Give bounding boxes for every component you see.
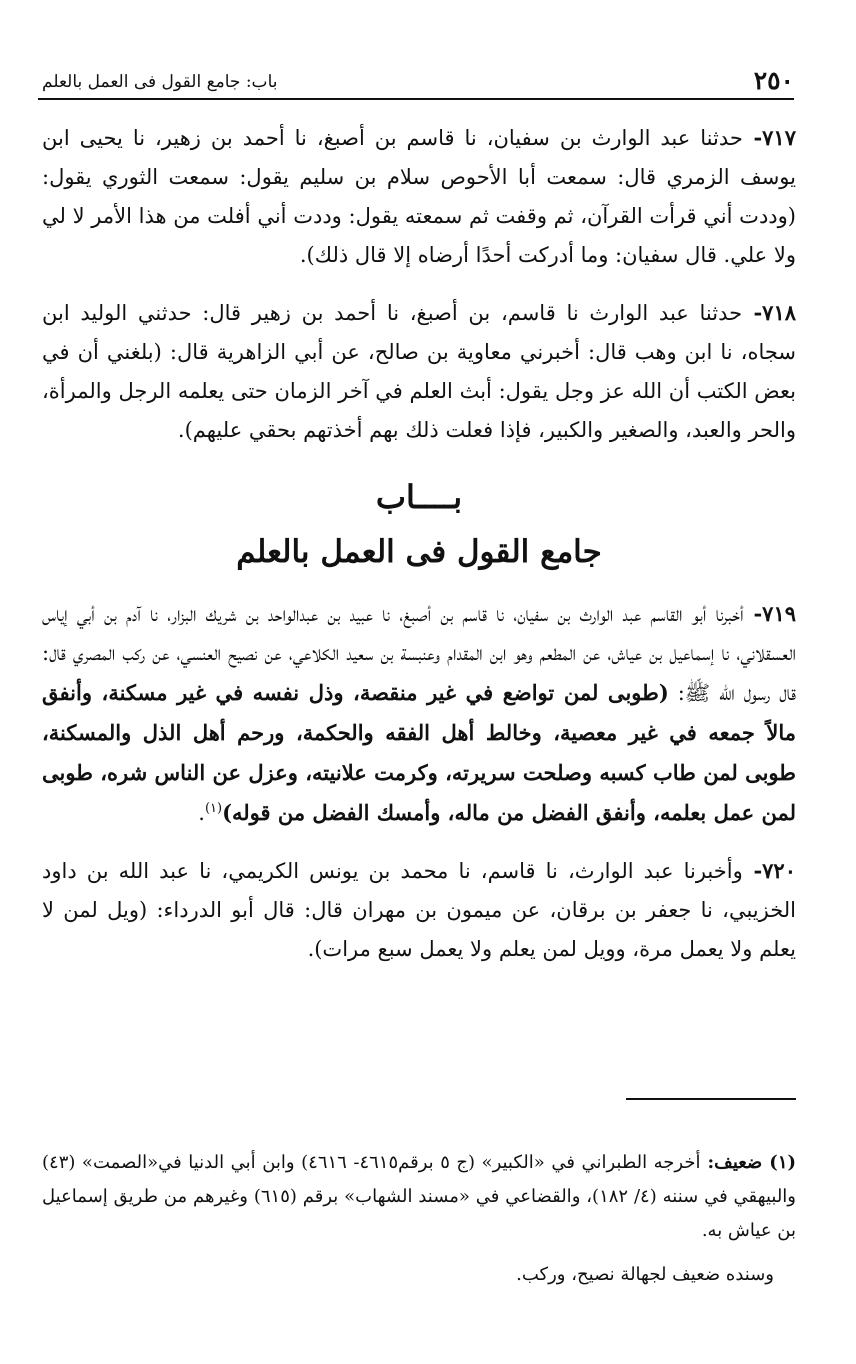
footnote-text: أخرجه الطبراني في «الكبير» (ج ٥ برقم٤٦١٥- ٤٦١٦) وابن أبي الدنيا في«الصمت» (٤٣) والبيهقي في سننه (٤/ ١٨٢)، والقضاعي في «مسند الشهاب» برقم (٦١٥) وغيرهم من طريق إسماعيل بن عياش به. bbox=[42, 1152, 797, 1241]
main-text bbox=[42, 118, 796, 987]
footnote-divider bbox=[626, 1098, 796, 1100]
hadith-number: ٧١٨- bbox=[742, 300, 797, 325]
footnote-1-note: وسنده ضعيف لجهالة نصيح، وركب. bbox=[516, 1264, 774, 1285]
hadith-number: ٧١٧- bbox=[742, 125, 796, 150]
section-title: جامع القول فى العمل بالعلم bbox=[236, 534, 602, 570]
paragraph-720 bbox=[42, 851, 796, 969]
paragraph-717 bbox=[42, 118, 796, 275]
paragraph-text: حدثنا عبد الوارث بن سفيان، نا قاسم بن أصبغ، نا أحمد بن زهير، نا يحيى ابن يوسف الزمري قال: سمعت أبا الأحوص سلام بن سليم يقول: سمعت الثوري يقول: (وددت أني قرأت القرآن، ثم وقفت ثم سمعته يقول: وددت أني أفلت من هذا الأمر لا لي ولا علي. قال سفيان: وما أدركت أحدًا أرضاه إلا قال ذلك). bbox=[42, 126, 796, 267]
paragraph-text: حدثنا عبد الوارث نا قاسم، بن أصبغ، نا أحمد بن زهير قال: حدثني الوليد ابن سجاه، نا ابن وهب قال: أخبرني معاوية بن صالح، عن أبي الزاهرية قال: (بلغني أن في بعض الكتب أن الله عز وجل يقول: أبث العلم في آخر الزمان حتى يعلمه الرجل والمرأة، والحر والعبد، والصغير والكبير، فإذا فعلت ذلك بهم أخذتهم بحقي عليهم). bbox=[42, 301, 796, 442]
hadith-number: ٧١٩- bbox=[743, 601, 797, 626]
hadith-number: ٧٢٠- bbox=[742, 858, 796, 883]
paragraph-text: أخبرنا أبو القاسم عبد الوارث بن سفيان، نا قاسم بن أصبغ، نا عبيد بن عبدالواحد بن شريك البزار، نا آدم بن أبي إياس العسقلاني، نا إسماعيل بن عياش، عن المطعم وهو ابن المقدام وعنبسة بن سعيد الكلاعي، عن نصيح العنسي، عن ركب المصري قال: قال رسول الله ﷺ: bbox=[42, 602, 796, 705]
running-header bbox=[38, 62, 794, 100]
chapter-title: باب: جامع القول فى العمل بالعلم bbox=[42, 72, 278, 92]
section-word: بــــاب bbox=[375, 478, 463, 516]
paragraph-718 bbox=[42, 293, 796, 450]
paragraph-719 bbox=[42, 594, 796, 833]
footnote-ref[interactable]: (١) bbox=[204, 801, 223, 816]
paragraph-text: وأخبرنا عبد الوارث، نا قاسم، نا محمد بن يونس الكريمي، نا عبد الله بن داود الخزيبي، نا جعفر بن برقان، عن ميمون بن مهران قال: قال أبو الدرداء: (ويل لمن لا يعلم ولا يعمل مرة، وويل لمن يعلم ولا يعمل سبع مرات). bbox=[42, 859, 797, 961]
footnotes bbox=[42, 1146, 796, 1292]
paragraph-end: . bbox=[198, 801, 205, 825]
footnote-label: (١) ضعيف: bbox=[700, 1152, 797, 1173]
prophetic-hadith-text: (طوبى لمن تواضع في غير منقصة، وذل نفسه في غير مسكنة، وأنفق مالاً جمعه في غير معصية، وخالط أهل الفقه والحكمة، ورحم أهل الذل والمسكنة، طوبى لمن طاب كسبه وصلحت سريرته، وكرمت علانيته، وعزل عن الناس شره، طوبى لمن عمل بعلمه، وأنفق الفضل من ماله، وأمسك الفضل من قوله) bbox=[42, 680, 796, 825]
page-number: ٢٥٠ bbox=[753, 66, 794, 95]
footnote-1 bbox=[42, 1146, 796, 1248]
